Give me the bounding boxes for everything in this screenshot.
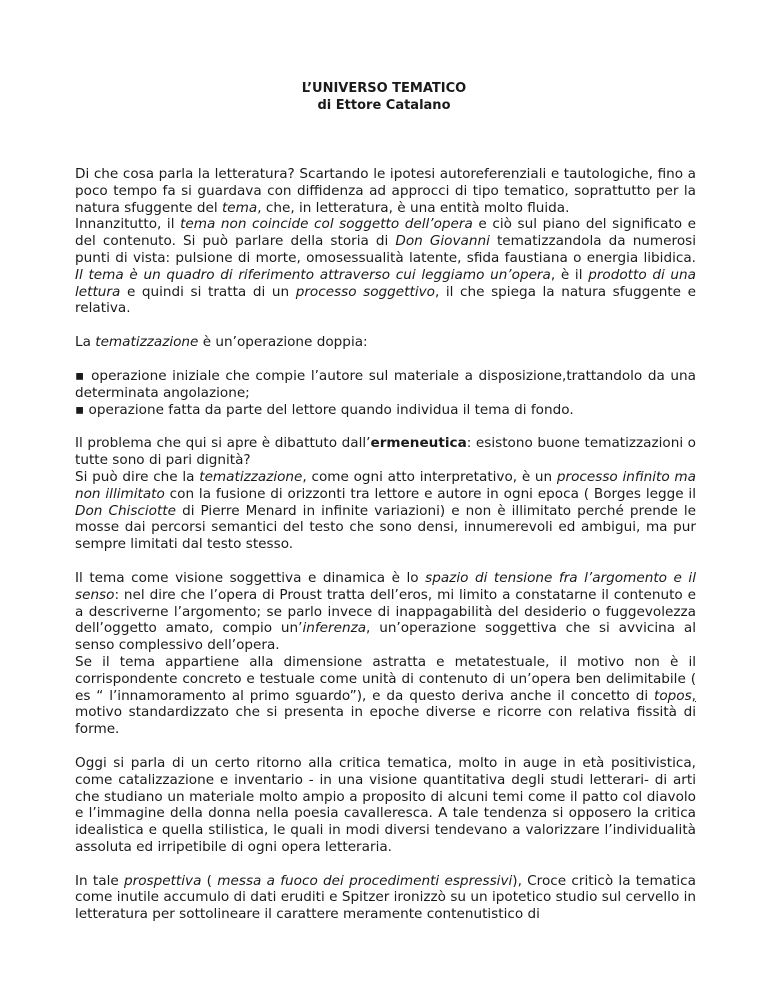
paragraph-tema-definition: Innanzitutto, il tema non coincide col soggetto dell’opera e ciò sul piano del significato e del contenuto. Si può parlare della storia di Don Giovanni tematizzandola da numerosi punti di vista: pulsione di morte, omosessualità latente, sfida faustiana o energia libidica. Il tema è un quadro di riferimento attraverso cui leggiamo un’opera, è il prodotto di una lettura e quindi si tratta di un processo soggettivo, il che spiega la natura sfuggente e relativa. [75, 216, 696, 317]
document-body [75, 166, 696, 923]
paragraph-intro: Di che cosa parla la letteratura? Scartando le ipotesi autoreferenziali e tautologiche, fino a poco tempo fa si guardava con diffidenza ad approcci di tipo tematico, soprattutto per la natura sfuggente del tema, che, in letteratura, è una entità molto fluida. [75, 166, 696, 216]
list-item: ▪ operazione iniziale che compie l’autore sul materiale a disposizione,trattandolo da una determinata angolazione; [75, 367, 696, 401]
paragraph-tensione: Il tema come visione soggettiva e dinamica è lo spazio di tensione fra l’argomento e il senso: nel dire che l’opera di Proust tratta dell’eros, mi limito a constatarne il contenuto e a descriverne l’argomento; se parlo invece di inappagabilità del desiderio o fuggevolezza dell’oggetto amato, compio un’inferenza, un’operazione soggettiva che si avvicina al senso complessivo dell’opera. [75, 569, 696, 654]
paragraph-processo-infinito: Si può dire che la tematizzazione, come ogni atto interpretativo, è un processo infinito ma non illimitato con la fusione di orizzonti tra lettore e autore in ogni epoca ( Borges legge il Don Chisciotte di Pierre Menard in infinite variazioni) e non è illimitato perché prende le mosse dai percorsi semantici del testo che sono densi, innumerevoli ed ambigui, ma pur sempre limitati dal testo stesso. [75, 468, 696, 553]
paragraph-prospettiva: In tale prospettiva ( messa a fuoco dei procedimenti espressivi), Croce criticò la tematica come inutile accumulo di dati eruditi e Spitzer ironizzò su un ipotetico studio sul cervello in letteratura per sottolineare il carattere meramente contenutistico di [75, 872, 696, 923]
paragraph-motivo-topos: Se il tema appartiene alla dimensione astratta e metatestuale, il motivo non è il corrispondente concreto e testuale come unità di contenuto di un’opera ben delimitabile ( es “ l’innamoramento al primo sguardo”), e da questo deriva anche il concetto di topos, motivo standardizzato che si presenta in epoche diverse e ricorre con relativa fissità di forme. [75, 653, 696, 738]
paragraph-ermeneutica: Il problema che qui si apre è dibattuto dall’ermeneutica: esistono buone tematizzazioni o tutte sono di pari dignità? [75, 435, 696, 469]
document-title: L’UNIVERSO TEMATICO [301, 81, 467, 96]
document-author: di Ettore Catalano [317, 98, 451, 113]
list-item: ▪ operazione fatta da parte del lettore quando individua il tema di fondo. [75, 401, 574, 418]
paragraph-bullet-list [75, 368, 696, 418]
paragraph-tematizzazione: La tematizzazione è un’operazione doppia: [75, 334, 368, 351]
document-header [0, 80, 768, 114]
paragraph-critica-tematica: Oggi si parla di un certo ritorno alla critica tematica, molto in auge in età positivistica, come catalizzazione e inventario - in una visione quantitativa degli studi letterari- di arti che studiano un materiale molto ampio a proposito di alcuni temi come il patto col diavolo e l’immagine della donna nella poesia cavalleresca. A tale tendenza si opposero la critica idealistica e quella stilistica, le quali in modi diversi tendevano a valorizzare l’individualità assoluta ed irripetibile di ogni opera letteraria. [75, 754, 696, 855]
